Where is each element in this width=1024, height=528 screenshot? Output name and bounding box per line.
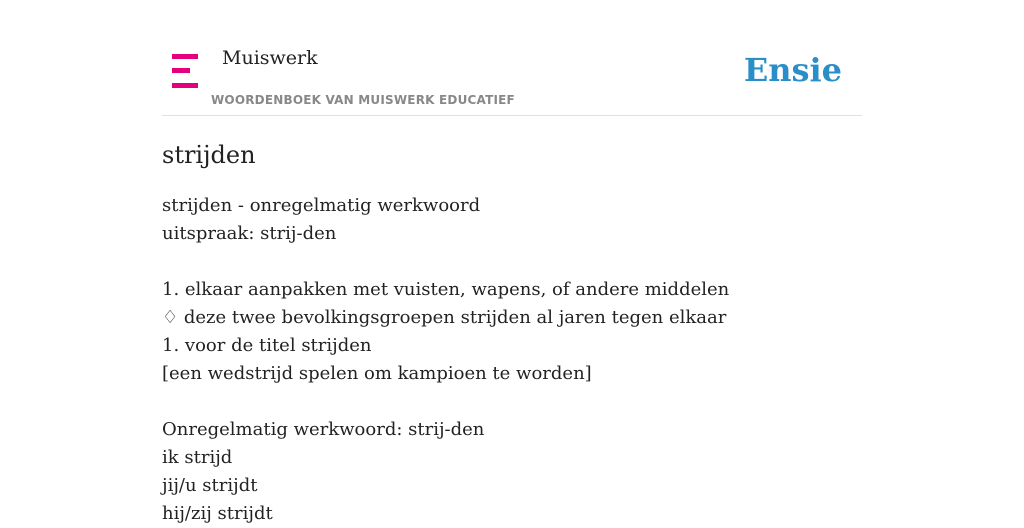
muiswerk-e-icon[interactable] (172, 54, 200, 88)
brand-name[interactable]: Muiswerk (222, 47, 318, 69)
entry-line: ♢ deze twee bevolkingsgroepen strijden al jaren tegen elkaar (162, 307, 727, 328)
entry-title: strijden (162, 141, 256, 169)
entry-line (162, 388, 862, 416)
entry-line: hij/zij strijdt (162, 503, 273, 524)
ensie-logo[interactable]: Ensie (743, 51, 842, 89)
logo-bar-bottom (172, 83, 198, 88)
brand-subtitle: WOORDENBOEK VAN MUISWERK EDUCATIEF (211, 93, 515, 107)
entry-line: 1. elkaar aanpakken met vuisten, wapens, of andere middelen (162, 279, 730, 300)
logo-bar-top (172, 54, 198, 59)
entry-line: uitspraak: strij-den (162, 223, 337, 244)
entry-line: Onregelmatig werkwoord: strij-den (162, 419, 485, 440)
page-container (162, 0, 862, 524)
entry-line: jij/u strijdt (162, 475, 258, 496)
entry-body (162, 192, 862, 528)
entry-line: [een wedstrijd spelen om kampioen te worden] (162, 363, 592, 384)
entry-line: strijden - onregelmatig werkwoord (162, 195, 481, 216)
entry-line: 1. voor de titel strijden (162, 335, 372, 356)
header (162, 0, 862, 116)
logo-bar-middle (172, 68, 190, 73)
entry-line (162, 248, 862, 276)
entry-line: ik strijd (162, 447, 233, 468)
